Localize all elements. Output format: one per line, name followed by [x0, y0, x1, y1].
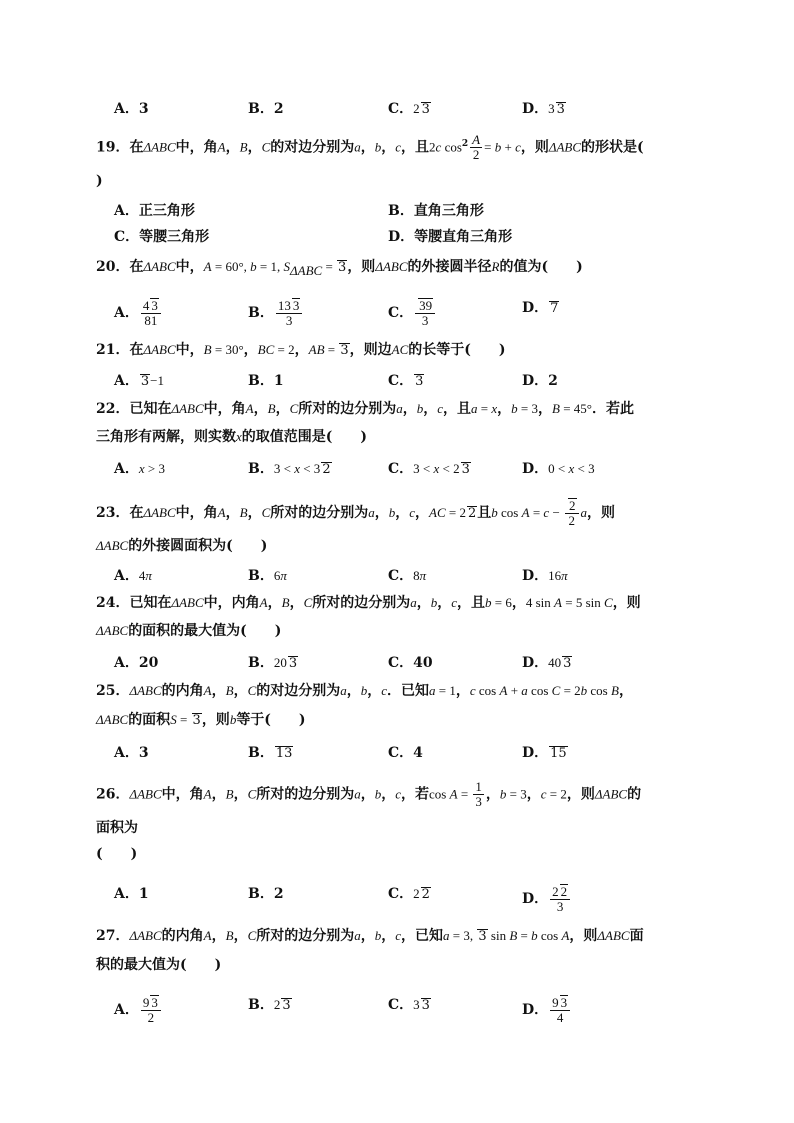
q24-option-c[interactable]: C．40: [388, 655, 433, 671]
q26-option-d[interactable]: D． $\frac{2 2}{3}$: [522, 884, 572, 914]
q18-option-a[interactable]: A．3: [114, 101, 149, 117]
q24-option-b[interactable]: B．20 3: [248, 655, 298, 671]
q22-text-line1: 22．已知在ΔABC中，角A，B，C所对的边分别为a，b，c，且a = x，b = 3，B = 45°．若此: [96, 401, 634, 417]
q27-option-d[interactable]: D． $\frac{9 3}{4}$: [522, 995, 572, 1025]
q19-option-c[interactable]: C．等腰三角形: [114, 229, 210, 245]
q25-option-d[interactable]: D． 15: [522, 745, 567, 761]
q21-option-b[interactable]: B．1: [248, 373, 284, 389]
q21-option-d[interactable]: D．2: [522, 373, 558, 389]
q25-option-c[interactable]: C．4: [388, 745, 423, 761]
q19-option-b[interactable]: B．直角三角形: [388, 203, 484, 219]
q23-option-d[interactable]: D．16π: [522, 568, 568, 584]
q24-text-line1: 24．已知在ΔABC中，内角A，B，C所对的边分别为a，b，c，且b = 6，4 sin A = 5 sin C，则: [96, 595, 641, 611]
q19-option-d[interactable]: D．等腰直角三角形: [388, 229, 513, 245]
q26-text-line3: ( ): [96, 846, 138, 862]
q21-text: 21．在ΔABC中，B = 30°，BC = 2，AB = 3，则边AC的长等于( ): [96, 342, 506, 358]
q27-option-b[interactable]: B．2 3: [248, 997, 291, 1013]
q26-text-line1: 26．ΔABC中，角A，B，C所对的边分别为a，b，c，若cos A = $\frac{1}{3}$ ，b = 3，c = 2，则ΔABC的: [96, 779, 642, 809]
q23-option-b[interactable]: B．6π: [248, 568, 287, 584]
q22-option-a[interactable]: A．x > 3: [114, 461, 165, 477]
q24-option-a[interactable]: A．20: [114, 655, 159, 671]
q25-text-line2: ΔABC的面积S = 3，则b等于( ): [96, 712, 306, 728]
q19-text: 19．在ΔABC中，角A，B，C的对边分别为a，b，c，且2c $\cos^2$ $\frac{A}{2}$ = b + c，则ΔABC的形状是(: [96, 132, 644, 162]
q27-text-line1: 27．ΔABC的内角A，B，C所对的边分别为a，b，c，已知a = 3, 3 sin B = b cos A，则ΔABC面: [96, 928, 644, 944]
q20-option-d[interactable]: D． 7: [522, 300, 559, 316]
q23-text-line1: 23．在ΔABC中，角A，B，C所对的边分别为a，b，c，AC = 2 2且b cos A = c − $\frac{2}{2}$ a，则: [96, 498, 616, 528]
q21-option-a[interactable]: A． 3−1: [114, 373, 164, 389]
q18-option-c[interactable]: C．2 3: [388, 101, 430, 117]
q22-text-line2: 三角形有两解，则实数x的取值范围是( ): [96, 429, 368, 445]
q22-option-c[interactable]: C．3 < x < 2 3: [388, 461, 470, 477]
q27-option-c[interactable]: C．3 3: [388, 997, 430, 1013]
q25-option-b[interactable]: B． 13: [248, 745, 293, 761]
q20-text: 20．在ΔABC中，A = 60°, b = 1, $S_{\Delta ABC} = 3$，则ΔABC的外接圆半径R的值为( ): [96, 259, 583, 278]
q23-text-line2: ΔABC的外接圆面积为( ): [96, 538, 268, 554]
q25-text-line1: 25．ΔABC的内角A，B，C的对边分别为a，b，c．已知a = 1，c cos A + a cos C = 2b cos B，: [96, 683, 633, 699]
q25-option-a[interactable]: A．3: [114, 745, 149, 761]
q23-option-c[interactable]: C．8π: [388, 568, 427, 584]
q18-option-d[interactable]: D．3 3: [522, 101, 565, 117]
q24-text-line2: ΔABC的面积的最大值为( ): [96, 623, 282, 639]
q26-text-line2: 面积为: [96, 820, 138, 836]
q26-option-a[interactable]: A．1: [114, 886, 149, 902]
q22-option-d[interactable]: D．0 < x < 3: [522, 461, 595, 477]
q27-option-a[interactable]: A． $\frac{9 3}{2}$: [114, 995, 163, 1025]
q20-option-b[interactable]: B． $\frac{13 3}{3}$: [248, 298, 304, 328]
q27-text-line2: 积的最大值为( ): [96, 957, 222, 973]
q21-option-c[interactable]: C． 3: [388, 373, 424, 389]
q24-option-d[interactable]: D．40 3: [522, 655, 572, 671]
q20-option-c[interactable]: C． $\frac{39}{3}$: [388, 298, 437, 328]
q23-option-a[interactable]: A．4π: [114, 568, 152, 584]
q19-option-a[interactable]: A．正三角形: [114, 203, 195, 219]
q19-close: ): [96, 173, 103, 189]
q20-option-a[interactable]: A． $\frac{4 3}{81}$: [114, 298, 163, 328]
q18-option-b[interactable]: B．2: [248, 101, 284, 117]
q22-option-b[interactable]: B．3 < x < 3 2: [248, 461, 331, 477]
q26-option-c[interactable]: C．2 2: [388, 886, 430, 902]
q26-option-b[interactable]: B．2: [248, 886, 284, 902]
